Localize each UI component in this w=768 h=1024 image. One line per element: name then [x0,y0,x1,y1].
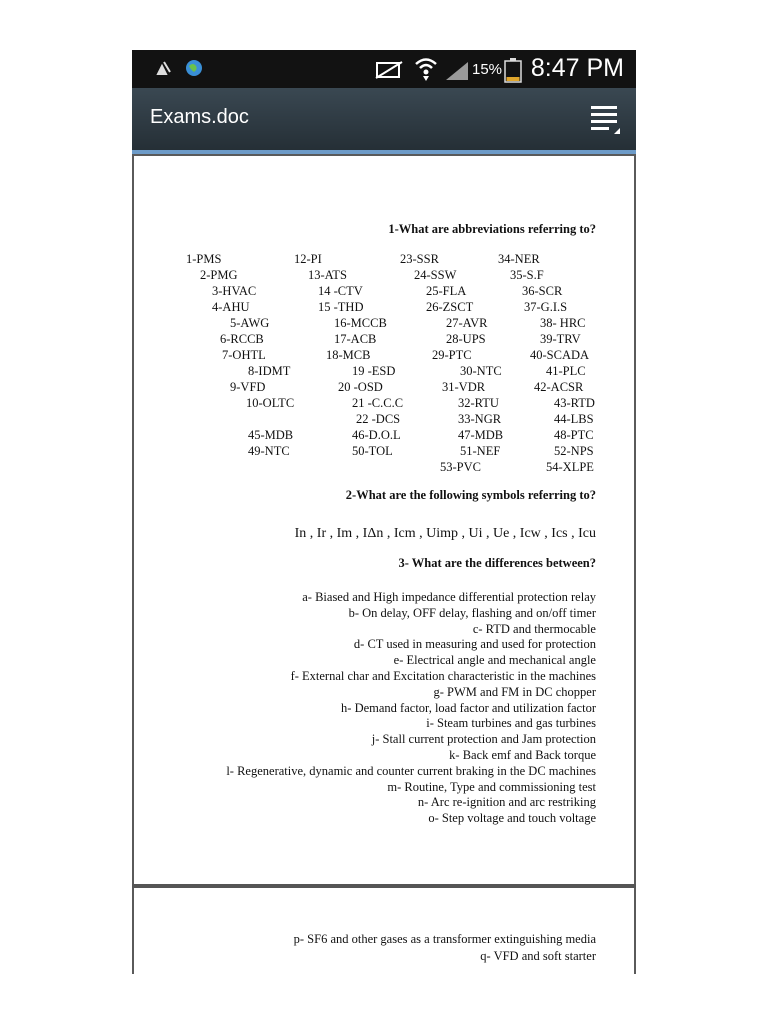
abbreviation-item: 23-SSR [400,252,439,266]
difference-item: k- Back emf and Back torque [449,748,596,762]
abbreviation-item: 41-PLC [546,364,586,378]
abbreviation-item: 18-MCB [326,348,371,362]
abbreviation-item: 31-VDR [442,380,486,394]
abbreviation-item: 51-NEF [460,444,501,458]
abbreviation-item: 28-UPS [446,332,486,346]
page-2-line: p- SF6 and other gases as a transformer extinguishing media [293,932,596,946]
difference-item: h- Demand factor, load factor and utilization factor [341,700,596,715]
difference-item: a- Biased and High impedance differential protection relay [302,590,596,604]
abbreviation-item: 5-AWG [230,316,270,330]
abbreviation-item: 36-SCR [522,284,563,298]
abbreviation-item: 13-ATS [308,268,347,282]
abbreviation-item: 26-ZSCT [426,300,474,314]
abbreviation-item: 20 -OSD [338,380,383,394]
usb-icon [154,58,174,78]
abbreviation-item: 29-PTC [432,348,472,362]
abbreviation-item: 16-MCCB [334,316,387,330]
difference-item: e- Electrical angle and mechanical angle [393,653,596,668]
abbreviation-item: 40-SCADA [530,348,590,362]
document-page-1 [132,154,636,886]
wifi-icon [414,56,438,82]
abbreviation-item: 35-S.F [510,268,544,282]
document-page-2 [132,888,636,974]
difference-item: c- RTD and thermocable [472,621,596,636]
difference-item: m- Routine, Type and commissioning test [387,779,596,794]
question-1-heading: 1-What are abbreviations referring to? [388,222,596,236]
abbreviation-item: 12-PI [294,252,322,266]
abbreviation-item: 45-MDB [248,428,294,442]
abbreviation-item: 14 -CTV [318,284,363,298]
symbols-line: In , Ir , Im , IΔn , Icm , Uimp , Ui , Ue , Icw , Ics , Icu [294,526,596,541]
abbreviation-item: 49-NTC [248,444,290,458]
abbreviation-item: 7-OHTL [222,348,266,362]
abbreviation-item: 22 -DCS [356,412,401,426]
abbreviation-item: 42-ACSR [534,380,584,394]
abbreviation-item: 32-RTU [458,396,499,410]
abbreviation-item: 34-NER [498,252,540,266]
status-bar [132,50,636,88]
difference-item: b- On delay, OFF delay, flashing and on/off timer [348,605,596,620]
question-2-heading: 2-What are the following symbols referring to? [345,488,596,502]
abbreviation-item: 48-PTC [554,428,594,442]
abbreviation-item: 52-NPS [554,444,594,458]
abbreviation-item: 27-AVR [446,316,488,330]
menu-icon[interactable] [588,102,622,136]
abbreviation-item: 19 -ESD [352,364,396,378]
signal-icon [444,60,470,82]
question-3-heading: 3- What are the differences between? [398,556,596,570]
phone-screen [132,50,636,974]
globe-icon [184,58,204,78]
difference-item: g- PWM and FM in DC chopper [433,684,596,699]
abbreviation-item: 17-ACB [334,332,377,346]
document-title: Exams.doc [150,106,249,128]
abbreviation-item: 6-RCCB [220,332,264,346]
abbreviation-item: 25-FLA [426,284,467,298]
difference-item: l- Regenerative, dynamic and counter current braking in the DC machines [226,763,596,778]
difference-item: j- Stall current protection and Jam protection [371,732,596,747]
abbreviation-item: 38- HRC [540,316,586,330]
abbreviation-item: 4-AHU [212,300,250,314]
abbreviation-item: 24-SSW [414,268,457,282]
abbreviation-item: 30-NTC [460,364,502,378]
abbreviation-item: 54-XLPE [546,460,594,474]
battery-percent: 15% [472,61,503,78]
abbreviation-item: 33-NGR [458,412,502,426]
abbreviation-item: 2-PMG [200,268,238,282]
battery-icon [504,57,522,83]
abbreviation-item: 1-PMS [186,252,222,266]
abbreviation-item: 44-LBS [554,412,594,426]
difference-item: f- External char and Excitation characteristic in the machines [290,669,596,683]
abbreviation-item: 39-TRV [540,332,581,346]
clock: 8:47 PM [530,54,624,82]
abbreviation-item: 21 -C.C.C [352,396,404,410]
abbreviation-item: 47-MDB [458,428,504,442]
difference-item: n- Arc re-ignition and arc restriking [417,795,596,810]
difference-item: d- CT used in measuring and used for protection [353,637,596,652]
difference-item: i- Steam turbines and gas turbines [426,716,596,731]
abbreviation-item: 10-OLTC [246,396,295,410]
abbreviation-item: 15 -THD [318,300,364,314]
difference-item: o- Step voltage and touch voltage [428,811,596,826]
abbreviation-item: 8-IDMT [248,364,291,378]
app-bar [132,88,636,154]
abbreviation-item: 43-RTD [554,396,595,410]
abbreviation-item: 50-TOL [352,444,393,458]
page-2-line: q- VFD and soft starter [480,949,596,963]
abbreviation-item: 46-D.O.L [352,428,401,442]
abbreviation-item: 3-HVAC [212,284,257,298]
muted-notification-icon [374,60,406,80]
abbreviation-item: 37-G.I.S [524,300,568,314]
abbreviation-item: 9-VFD [230,380,266,394]
abbreviation-item: 53-PVC [440,460,481,474]
